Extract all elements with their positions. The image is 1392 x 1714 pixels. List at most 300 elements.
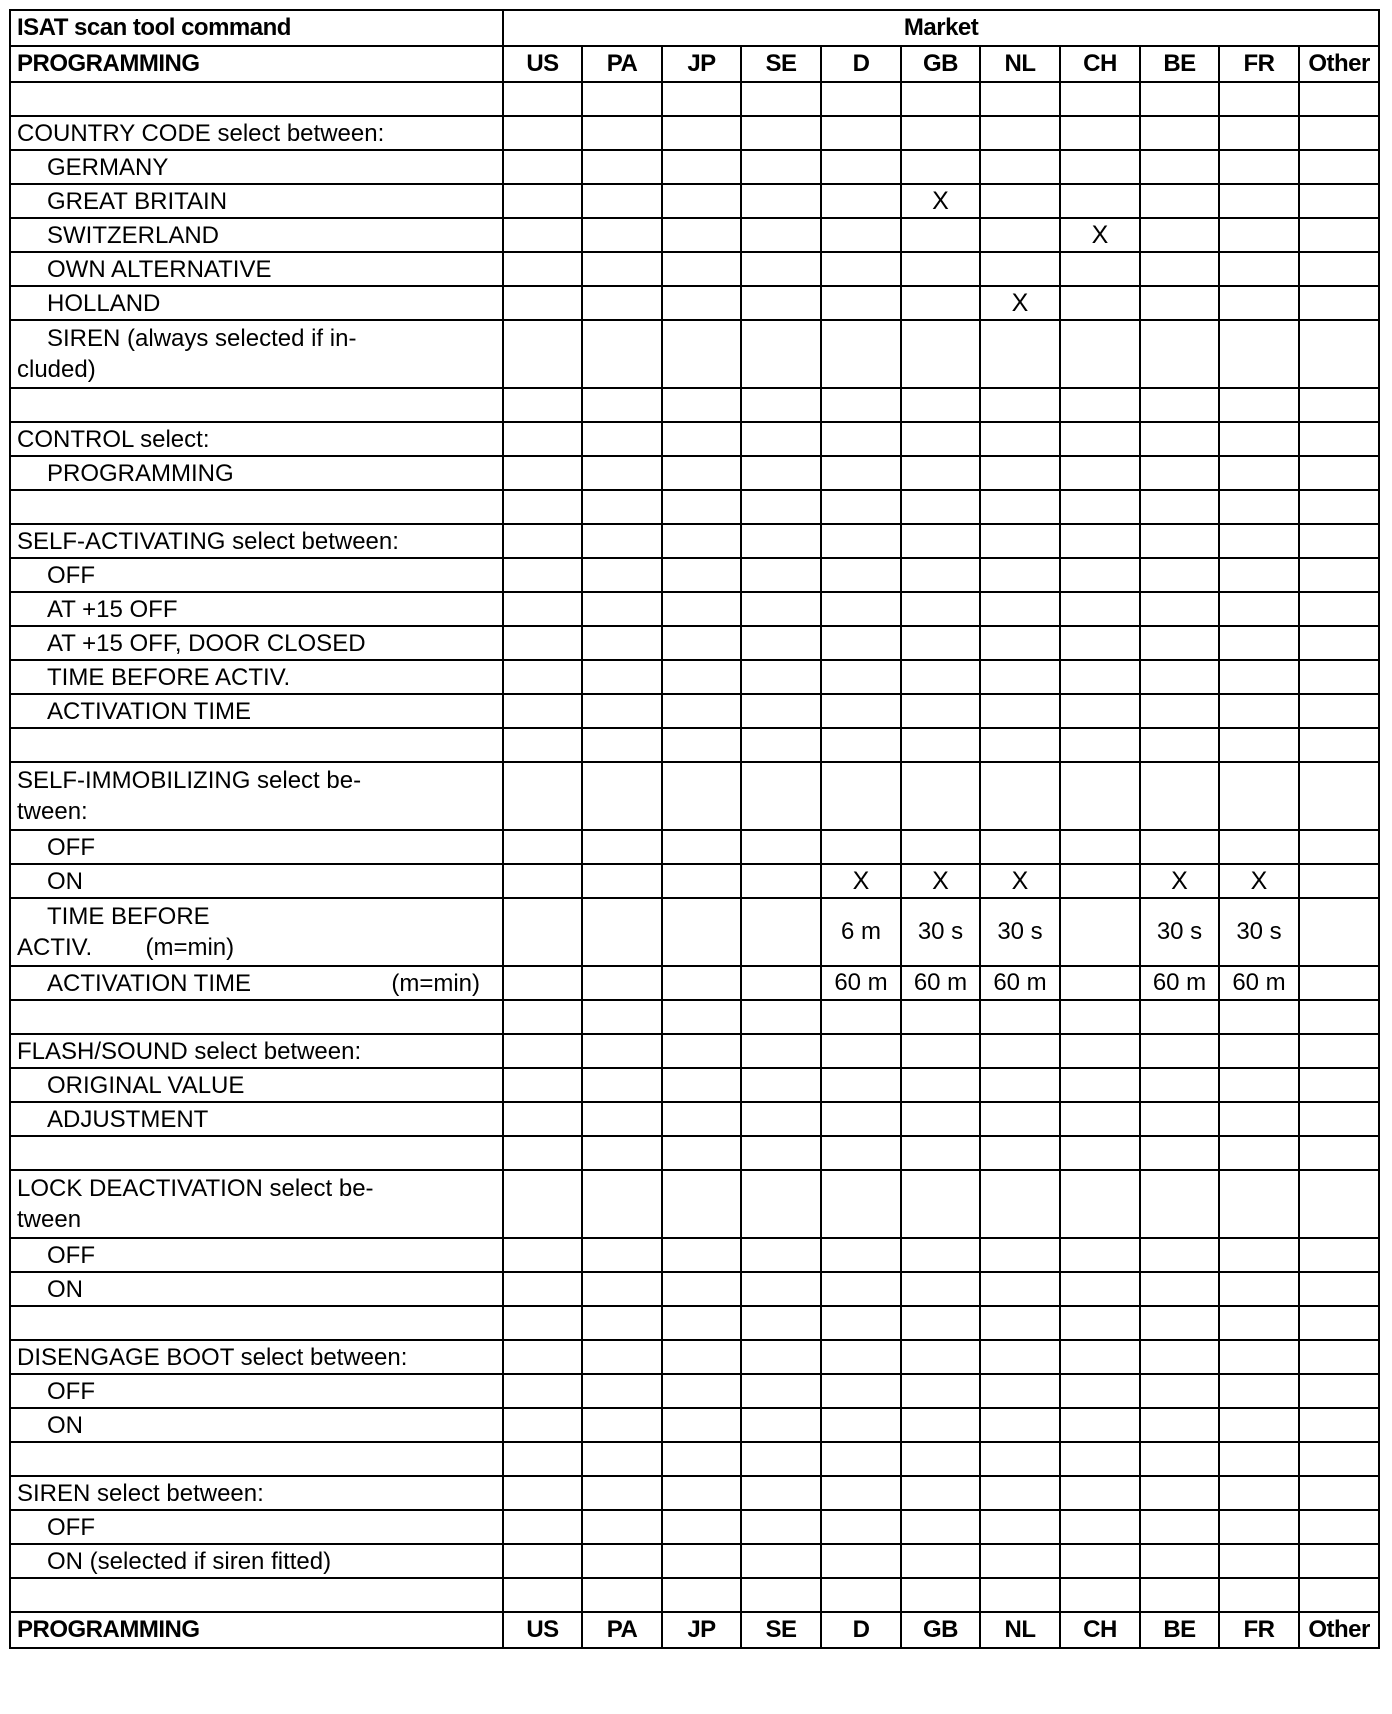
market-cell-other	[1299, 626, 1379, 660]
market-cell-se	[741, 456, 821, 490]
market-cell-us	[503, 1442, 582, 1476]
market-cell-fr	[1219, 286, 1299, 320]
section-label: PROGRAMMING	[10, 46, 503, 82]
table-row	[10, 1510, 1379, 1544]
market-cell-us	[503, 184, 582, 218]
market-cell-nl	[980, 150, 1060, 184]
market-cell-be	[1140, 150, 1219, 184]
market-cell-other	[1299, 694, 1379, 728]
table-row	[10, 1442, 1379, 1476]
market-cell-be: 60 m	[1140, 966, 1219, 1000]
table-row	[10, 660, 1379, 694]
market-cell-fr	[1219, 1136, 1299, 1170]
market-cell-fr	[1219, 1510, 1299, 1544]
table-row	[10, 320, 1379, 388]
market-column-pa: PA	[582, 1612, 662, 1648]
market-cell-gb	[901, 1034, 980, 1068]
market-cell-ch	[1060, 82, 1140, 116]
market-cell-pa	[582, 1510, 662, 1544]
market-cell-nl	[980, 626, 1060, 660]
row-label: ADJUSTMENT	[10, 1102, 503, 1136]
market-cell-gb	[901, 1000, 980, 1034]
market-cell-nl: X	[980, 286, 1060, 320]
market-cell-us	[503, 830, 582, 864]
market-cell-pa	[582, 1578, 662, 1612]
market-cell-d	[821, 456, 901, 490]
row-label: HOLLAND	[10, 286, 503, 320]
market-cell-nl	[980, 456, 1060, 490]
table-row	[10, 1306, 1379, 1340]
market-cell-us	[503, 252, 582, 286]
row-label-line2: cluded)	[17, 356, 96, 383]
row-label-line2: tween:	[17, 798, 88, 825]
market-column-se: SE	[741, 46, 821, 82]
market-column-jp: JP	[662, 1612, 741, 1648]
market-cell-ch	[1060, 762, 1140, 830]
market-cell-be	[1140, 524, 1219, 558]
market-cell-nl	[980, 592, 1060, 626]
market-cell-gb	[901, 1544, 980, 1578]
market-cell-jp	[662, 966, 741, 1000]
row-label: PROGRAMMING	[10, 456, 503, 490]
market-cell-d: X	[821, 864, 901, 898]
market-cell-be	[1140, 1510, 1219, 1544]
market-cell-us	[503, 762, 582, 830]
table-row	[10, 1136, 1379, 1170]
market-cell-pa	[582, 1442, 662, 1476]
market-cell-pa	[582, 524, 662, 558]
market-cell-nl	[980, 830, 1060, 864]
market-cell-be: 30 s	[1140, 898, 1219, 966]
market-cell-pa	[582, 1408, 662, 1442]
market-cell-ch	[1060, 1442, 1140, 1476]
market-cell-jp	[662, 1102, 741, 1136]
market-cell-pa	[582, 388, 662, 422]
market-cell-se	[741, 490, 821, 524]
market-cell-us	[503, 422, 582, 456]
market-cell-pa	[582, 966, 662, 1000]
table-row	[10, 1238, 1379, 1272]
market-cell-fr	[1219, 694, 1299, 728]
market-cell-jp	[662, 218, 741, 252]
market-cell-other	[1299, 1510, 1379, 1544]
market-cell-us	[503, 966, 582, 1000]
market-cell-gb	[901, 728, 980, 762]
market-cell-nl	[980, 1476, 1060, 1510]
table-row	[10, 1034, 1379, 1068]
market-cell-other	[1299, 456, 1379, 490]
market-cell-fr	[1219, 116, 1299, 150]
row-label: GREAT BRITAIN	[10, 184, 503, 218]
market-cell-fr	[1219, 1544, 1299, 1578]
market-cell-ch	[1060, 422, 1140, 456]
market-cell-jp	[662, 592, 741, 626]
footer-section-label: PROGRAMMING	[10, 1612, 503, 1648]
market-cell-other	[1299, 1068, 1379, 1102]
market-cell-nl: 30 s	[980, 898, 1060, 966]
market-cell-gb	[901, 1068, 980, 1102]
market-cell-d	[821, 1136, 901, 1170]
market-cell-nl	[980, 82, 1060, 116]
market-cell-pa	[582, 82, 662, 116]
market-cell-other	[1299, 116, 1379, 150]
market-cell-ch	[1060, 1238, 1140, 1272]
market-cell-se	[741, 388, 821, 422]
market-cell-us	[503, 1408, 582, 1442]
market-cell-us	[503, 592, 582, 626]
market-cell-ch	[1060, 1510, 1140, 1544]
market-cell-ch	[1060, 1068, 1140, 1102]
market-cell-ch	[1060, 558, 1140, 592]
row-label-unit: (m=min)	[391, 969, 480, 997]
market-cell-nl	[980, 728, 1060, 762]
market-cell-gb	[901, 1170, 980, 1238]
market-cell-pa	[582, 558, 662, 592]
market-cell-se	[741, 762, 821, 830]
market-cell-se	[741, 864, 821, 898]
market-cell-ch	[1060, 592, 1140, 626]
market-cell-jp	[662, 184, 741, 218]
table-row	[10, 456, 1379, 490]
market-cell-be	[1140, 1034, 1219, 1068]
row-label: ON	[10, 864, 503, 898]
market-cell-gb	[901, 1578, 980, 1612]
market-cell-se	[741, 1408, 821, 1442]
market-cell-be	[1140, 558, 1219, 592]
market-cell-be: X	[1140, 864, 1219, 898]
table-row	[10, 626, 1379, 660]
market-cell-us	[503, 82, 582, 116]
market-cell-nl: X	[980, 864, 1060, 898]
market-cell-pa	[582, 1238, 662, 1272]
market-cell-be	[1140, 1408, 1219, 1442]
market-cell-gb	[901, 1442, 980, 1476]
market-cell-d	[821, 422, 901, 456]
market-cell-other	[1299, 1102, 1379, 1136]
market-cell-gb	[901, 830, 980, 864]
market-cell-jp	[662, 898, 741, 966]
market-cell-d	[821, 1544, 901, 1578]
market-cell-gb: 30 s	[901, 898, 980, 966]
market-cell-be	[1140, 82, 1219, 116]
market-cell-us	[503, 320, 582, 388]
market-cell-other	[1299, 150, 1379, 184]
row-label-line1: SELF-IMMOBILIZING select be-	[17, 767, 362, 794]
market-cell-d	[821, 82, 901, 116]
market-cell-d	[821, 320, 901, 388]
row-label	[10, 388, 503, 422]
market-cell-us	[503, 1578, 582, 1612]
market-cell-se	[741, 1578, 821, 1612]
market-cell-pa	[582, 1374, 662, 1408]
market-cell-nl	[980, 1238, 1060, 1272]
header-row-markets	[10, 46, 1379, 82]
market-column-gb: GB	[901, 46, 980, 82]
market-cell-be	[1140, 490, 1219, 524]
row-label: ON	[10, 1408, 503, 1442]
market-cell-pa	[582, 1136, 662, 1170]
market-cell-other	[1299, 660, 1379, 694]
row-label-line1: SIREN (always selected if in-	[47, 325, 357, 352]
row-label: DISENGAGE BOOT select between:	[10, 1340, 503, 1374]
market-cell-pa	[582, 898, 662, 966]
market-cell-us	[503, 1068, 582, 1102]
market-cell-other	[1299, 1340, 1379, 1374]
market-cell-fr	[1219, 762, 1299, 830]
table-row	[10, 1272, 1379, 1306]
market-cell-us	[503, 1034, 582, 1068]
table-row	[10, 116, 1379, 150]
market-cell-gb	[901, 150, 980, 184]
market-cell-be	[1140, 1272, 1219, 1306]
market-cell-se	[741, 82, 821, 116]
market-cell-jp	[662, 1170, 741, 1238]
market-cell-jp	[662, 694, 741, 728]
market-cell-se	[741, 830, 821, 864]
market-cell-us	[503, 1510, 582, 1544]
row-label	[10, 490, 503, 524]
market-cell-pa	[582, 1068, 662, 1102]
market-cell-other	[1299, 218, 1379, 252]
market-cell-fr	[1219, 490, 1299, 524]
market-cell-other	[1299, 82, 1379, 116]
market-cell-d	[821, 558, 901, 592]
row-label: GERMANY	[10, 150, 503, 184]
market-cell-be	[1140, 1000, 1219, 1034]
table-row	[10, 1102, 1379, 1136]
market-cell-fr	[1219, 388, 1299, 422]
market-column-d: D	[821, 46, 901, 82]
market-cell-be	[1140, 1442, 1219, 1476]
market-cell-ch	[1060, 524, 1140, 558]
market-cell-be	[1140, 592, 1219, 626]
row-label: SWITZERLAND	[10, 218, 503, 252]
market-cell-us	[503, 388, 582, 422]
market-cell-fr	[1219, 1306, 1299, 1340]
market-cell-be	[1140, 388, 1219, 422]
market-cell-us	[503, 286, 582, 320]
row-label	[10, 1578, 503, 1612]
table-row	[10, 864, 1379, 898]
market-cell-be	[1140, 1170, 1219, 1238]
market-cell-d	[821, 252, 901, 286]
market-cell-se	[741, 626, 821, 660]
table-row	[10, 524, 1379, 558]
market-cell-ch	[1060, 898, 1140, 966]
market-cell-gb	[901, 320, 980, 388]
market-cell-fr	[1219, 184, 1299, 218]
market-cell-fr: 60 m	[1219, 966, 1299, 1000]
row-label-line2: tween	[17, 1206, 82, 1233]
market-cell-ch	[1060, 694, 1140, 728]
table-row	[10, 218, 1379, 252]
market-cell-d	[821, 1000, 901, 1034]
market-cell-fr	[1219, 558, 1299, 592]
table-row	[10, 898, 1379, 966]
table-row	[10, 252, 1379, 286]
market-cell-be	[1140, 218, 1219, 252]
table-row	[10, 1476, 1379, 1510]
market-cell-jp	[662, 1510, 741, 1544]
market-cell-nl	[980, 320, 1060, 388]
market-cell-nl	[980, 1306, 1060, 1340]
market-cell-other	[1299, 762, 1379, 830]
market-cell-se	[741, 422, 821, 456]
market-cell-se	[741, 524, 821, 558]
market-cell-us	[503, 456, 582, 490]
market-cell-d	[821, 1408, 901, 1442]
market-cell-us	[503, 1476, 582, 1510]
market-cell-pa	[582, 1340, 662, 1374]
market-cell-pa	[582, 626, 662, 660]
market-column-fr: FR	[1219, 1612, 1299, 1648]
market-cell-ch	[1060, 116, 1140, 150]
market-cell-be	[1140, 762, 1219, 830]
market-cell-fr	[1219, 1442, 1299, 1476]
market-cell-fr	[1219, 660, 1299, 694]
row-label: OFF	[10, 1374, 503, 1408]
market-cell-other	[1299, 1136, 1379, 1170]
market-cell-other	[1299, 592, 1379, 626]
market-cell-nl	[980, 218, 1060, 252]
market-cell-gb: X	[901, 184, 980, 218]
market-cell-jp	[662, 456, 741, 490]
market-cell-jp	[662, 626, 741, 660]
market-cell-other	[1299, 252, 1379, 286]
market-cell-d	[821, 1510, 901, 1544]
market-cell-other	[1299, 1170, 1379, 1238]
market-cell-jp	[662, 1442, 741, 1476]
market-cell-other	[1299, 1578, 1379, 1612]
market-cell-be	[1140, 252, 1219, 286]
market-cell-gb	[901, 388, 980, 422]
market-cell-se	[741, 286, 821, 320]
table-row	[10, 1578, 1379, 1612]
market-cell-nl	[980, 1102, 1060, 1136]
market-cell-us	[503, 1272, 582, 1306]
market-cell-fr	[1219, 1034, 1299, 1068]
market-cell-ch	[1060, 830, 1140, 864]
market-cell-pa	[582, 592, 662, 626]
table-row	[10, 1340, 1379, 1374]
market-cell-jp	[662, 1476, 741, 1510]
market-cell-fr	[1219, 830, 1299, 864]
market-cell-pa	[582, 1102, 662, 1136]
market-cell-ch	[1060, 252, 1140, 286]
market-cell-jp	[662, 1374, 741, 1408]
market-cell-se	[741, 966, 821, 1000]
market-cell-fr	[1219, 1238, 1299, 1272]
market-cell-d	[821, 592, 901, 626]
row-label	[10, 1170, 503, 1238]
market-cell-se	[741, 898, 821, 966]
market-cell-us	[503, 1238, 582, 1272]
market-cell-gb	[901, 1102, 980, 1136]
row-label: ACTIVATION TIME	[10, 694, 503, 728]
market-cell-d	[821, 286, 901, 320]
market-cell-gb	[901, 524, 980, 558]
market-cell-nl	[980, 1000, 1060, 1034]
row-label-line1: TIME BEFORE	[47, 903, 210, 930]
market-cell-se	[741, 184, 821, 218]
market-cell-gb	[901, 762, 980, 830]
market-column-us: US	[503, 1612, 582, 1648]
row-label: TIME BEFORE ACTIV.	[10, 660, 503, 694]
market-cell-nl	[980, 1340, 1060, 1374]
market-cell-d	[821, 524, 901, 558]
market-cell-pa	[582, 252, 662, 286]
market-cell-us	[503, 558, 582, 592]
market-column-ch: CH	[1060, 46, 1140, 82]
market-cell-d	[821, 830, 901, 864]
market-cell-be	[1140, 660, 1219, 694]
market-cell-nl	[980, 524, 1060, 558]
market-cell-pa	[582, 1544, 662, 1578]
market-cell-fr	[1219, 524, 1299, 558]
market-cell-pa	[582, 1170, 662, 1238]
market-cell-fr	[1219, 150, 1299, 184]
row-label-line1: LOCK DEACTIVATION select be-	[17, 1175, 374, 1202]
market-cell-d	[821, 1442, 901, 1476]
market-cell-gb	[901, 82, 980, 116]
market-cell-other	[1299, 558, 1379, 592]
market-cell-se	[741, 1102, 821, 1136]
market-cell-fr	[1219, 456, 1299, 490]
table-row	[10, 830, 1379, 864]
table-row	[10, 1374, 1379, 1408]
market-cell-us	[503, 660, 582, 694]
market-cell-nl	[980, 116, 1060, 150]
market-cell-us	[503, 626, 582, 660]
market-cell-fr	[1219, 1340, 1299, 1374]
market-cell-gb	[901, 456, 980, 490]
market-cell-us	[503, 1136, 582, 1170]
market-cell-be	[1140, 1340, 1219, 1374]
row-label	[10, 82, 503, 116]
market-cell-nl	[980, 1068, 1060, 1102]
market-cell-ch	[1060, 456, 1140, 490]
market-cell-gb	[901, 626, 980, 660]
market-cell-se	[741, 320, 821, 388]
market-cell-jp	[662, 864, 741, 898]
market-column-be: BE	[1140, 1612, 1219, 1648]
market-cell-jp	[662, 1544, 741, 1578]
market-cell-fr	[1219, 1170, 1299, 1238]
market-cell-se	[741, 728, 821, 762]
market-cell-ch	[1060, 1340, 1140, 1374]
market-cell-fr	[1219, 592, 1299, 626]
table-row	[10, 490, 1379, 524]
market-cell-d: 6 m	[821, 898, 901, 966]
market-cell-jp	[662, 1272, 741, 1306]
market-cell-be	[1140, 184, 1219, 218]
market-cell-be	[1140, 1374, 1219, 1408]
market-cell-us	[503, 864, 582, 898]
row-label: COUNTRY CODE select between:	[10, 116, 503, 150]
market-cell-d	[821, 728, 901, 762]
market-cell-jp	[662, 1306, 741, 1340]
market-cell-ch	[1060, 660, 1140, 694]
market-cell-fr: 30 s	[1219, 898, 1299, 966]
market-cell-se	[741, 1000, 821, 1034]
market-cell-nl	[980, 1034, 1060, 1068]
market-cell-gb	[901, 218, 980, 252]
market-cell-other	[1299, 490, 1379, 524]
table-row	[10, 1170, 1379, 1238]
market-cell-gb	[901, 558, 980, 592]
market-cell-nl	[980, 1272, 1060, 1306]
market-cell-us	[503, 490, 582, 524]
